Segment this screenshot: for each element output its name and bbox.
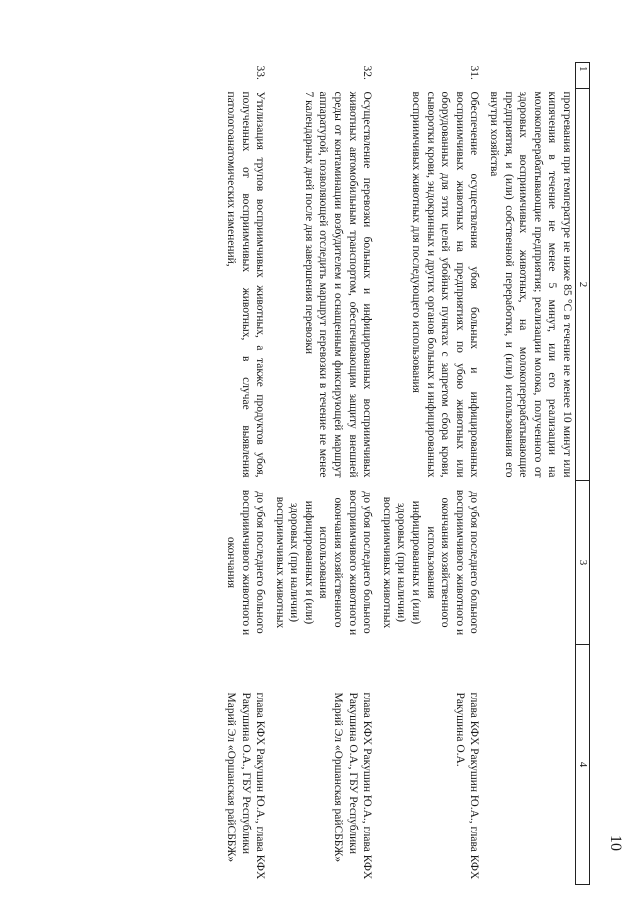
row-deadline <box>482 481 575 645</box>
table-row <box>375 63 482 885</box>
table-row <box>268 63 375 885</box>
page-number: 10 <box>607 835 624 851</box>
row-responsible: глава КФХ Ракушин Ю.А., глава КФХ Ракушина О.А., ГБУ Республики Марий Эл «Оршанская райСББЖ» <box>332 692 374 880</box>
row-number: 33. <box>254 65 267 80</box>
row-measure: прогревания при температуре не ниже 85 °C в течение не менее 10 минут или кипячения в течение не менее 5 минут, или его реализации на молокоперерабатывающие предприятия; реализации молока, полученного от здоровых восприимчивых животных, на молокоперерабатывающие предприятия, и (или) собственной переработки, и (или) использования его внутри хозяйства <box>488 91 573 478</box>
row-responsible: глава КФХ Ракушин Ю.А., глава КФХ Ракушина О.А., ГБУ Республики Марий Эл «Оршанская райСББЖ» <box>224 692 267 880</box>
row-measure: Утилизация трупов восприимчивых животных, а также продуктов убоя, полученных от восприимчивых животных, в случае выявления патологоанатомических изменений, <box>224 91 267 478</box>
column-number-3: 3 <box>576 481 590 645</box>
row-number: 31. <box>468 65 481 80</box>
row-responsible <box>482 645 575 885</box>
row-number <box>482 63 575 89</box>
table-row <box>219 63 268 885</box>
row-deadline: до убоя последнего больного восприимчивого животного и окончания хозяйственного использования инфицированных и (или) здоровых (при наличии) восприимчивых животных <box>273 489 374 636</box>
row-measure: Осуществление перевозки больных и инфицированных восприимчивых животных автомобильным транспортом, обеспечивающим защиту внешней среды от контаминации возбудителем и оснащенным фиксирующей маршрут аппаратурой, позволяющей отследить маршрут перевозки в течение не менее 7 календарных дней после дня завершения перевозки <box>302 91 374 478</box>
row-number: 32. <box>361 65 374 80</box>
table-header-row <box>576 63 590 885</box>
column-number-1: 1 <box>576 63 590 89</box>
column-number-2: 2 <box>576 89 590 481</box>
row-responsible: глава КФХ Ракушин Ю.А., глава КФХ Ракушина О.А. <box>453 692 481 880</box>
row-measure: Обеспечение осуществления убоя больных и инфицированных восприимчивых животных на предприятиях по убою животных или оборудованных для этих целей убойных пунктах с запретом сбора крови, сыворотки крови, эндокринных и других органов больных и инфицированных восприимчивых животных для последующего использования <box>410 91 481 478</box>
row-deadline: до убоя последнего больного восприимчивого животного и окончания хозяйственного использования инфицированных и (или) здоровых (при наличии) восприимчивых животных <box>380 489 481 636</box>
plan-table <box>219 62 590 885</box>
table-row <box>482 63 575 885</box>
row-deadline: до убоя последнего больного восприимчивого животного и окончания <box>224 489 267 636</box>
column-number-4: 4 <box>576 645 590 885</box>
